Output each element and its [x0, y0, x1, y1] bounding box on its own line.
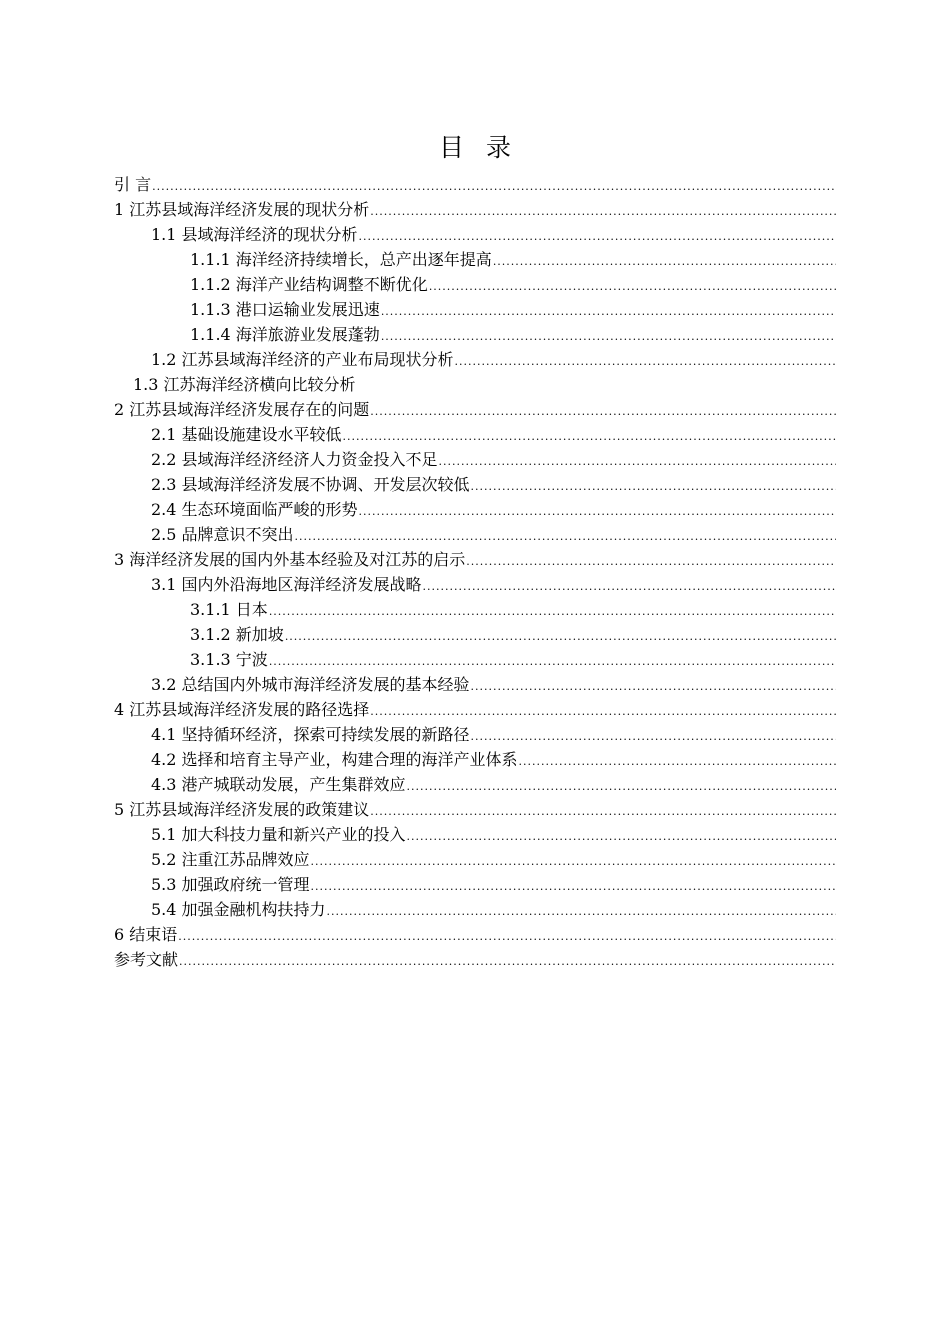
toc-dot-leader [370, 399, 836, 422]
toc-dot-leader [178, 924, 836, 947]
toc-dot-leader [407, 774, 836, 797]
toc-entry-text: 5 江苏县域海洋经济发展的政策建议 [114, 800, 370, 819]
toc-dot-leader [343, 424, 836, 447]
toc-entry-text: 2.4 生态环境面临严峻的形势 [151, 500, 358, 519]
toc-entry-text: 5.2 注重江苏品牌效应 [151, 850, 310, 869]
toc-entry[interactable] [114, 922, 836, 947]
toc-dot-leader [493, 249, 836, 272]
toc-entry-text: 1.2 江苏县域海洋经济的产业布局现状分析 [151, 350, 454, 369]
toc-entry-text: 4.3 港产城联动发展，产生集群效应 [151, 775, 406, 794]
toc-entry-text: 2 江苏县域海洋经济发展存在的问题 [114, 400, 370, 419]
toc-entry[interactable] [114, 847, 836, 872]
toc-entry-text: 5.1 加大科技力量和新兴产业的投入 [151, 825, 406, 844]
toc-entry-text: 1 江苏县域海洋经济发展的现状分析 [114, 200, 370, 219]
toc-entry[interactable] [114, 722, 836, 747]
toc-entry[interactable] [114, 347, 836, 372]
toc-dot-leader [471, 474, 836, 497]
toc-entry[interactable] [114, 397, 836, 422]
toc-entry[interactable] [114, 597, 836, 622]
toc-dot-leader [455, 349, 836, 372]
toc-entry[interactable] [114, 297, 836, 322]
page-title: 目录 [438, 133, 533, 162]
toc-entry[interactable] [114, 897, 836, 922]
toc-dot-leader [295, 524, 836, 547]
toc-dot-leader [370, 799, 836, 822]
toc-entry[interactable] [114, 522, 836, 547]
toc-dot-leader [439, 449, 836, 472]
toc-entry-text: 3.1.3 宁波 [190, 650, 268, 669]
toc-dot-leader [407, 824, 836, 847]
toc-entry[interactable] [114, 572, 836, 597]
toc-entry[interactable] [114, 272, 836, 297]
toc-entry[interactable] [114, 222, 836, 247]
toc-entry[interactable] [114, 472, 836, 497]
toc-entry-text: 2.1 基础设施建设水平较低 [151, 425, 342, 444]
toc-dot-leader [285, 624, 836, 647]
toc-dot-leader [471, 674, 836, 697]
toc-entry-text: 4 江苏县域海洋经济发展的路径选择 [114, 700, 370, 719]
toc-dot-leader [179, 949, 836, 972]
toc-entry-text: 6 结束语 [114, 925, 178, 944]
toc-entry-text: 1.1.2 海洋产业结构调整不断优化 [190, 275, 428, 294]
toc-entry-text: 2.3 县域海洋经济发展不协调、开发层次较低 [151, 475, 470, 494]
toc-dot-leader [429, 274, 836, 297]
toc-dot-leader [311, 849, 836, 872]
toc-dot-leader [381, 299, 836, 322]
toc-entry[interactable] [114, 947, 836, 972]
toc-entry[interactable] [114, 497, 836, 522]
toc-dot-leader [370, 199, 836, 222]
toc-entry[interactable] [114, 747, 836, 772]
table-of-contents [114, 172, 836, 972]
toc-entry-text: 1.1.4 海洋旅游业发展蓬勃 [190, 325, 380, 344]
toc-dot-leader [471, 724, 836, 747]
toc-dot-leader [311, 874, 836, 897]
toc-entry-text: 1.1.1 海洋经济持续增长，总产出逐年提高 [190, 250, 492, 269]
toc-entry[interactable] [114, 172, 836, 197]
toc-dot-leader [359, 499, 836, 522]
toc-entry[interactable] [114, 447, 836, 472]
toc-entry-text: 3.1.2 新加坡 [190, 625, 284, 644]
toc-entry-text: 1.1.3 港口运输业发展迅速 [190, 300, 380, 319]
toc-dot-leader [423, 574, 836, 597]
toc-entry-text: 2.2 县域海洋经济经济人力资金投入不足 [151, 450, 438, 469]
toc-entry[interactable] [114, 372, 836, 397]
toc-dot-leader [519, 749, 836, 772]
toc-entry-text: 5.3 加强政府统一管理 [151, 875, 310, 894]
toc-entry-text: 4.2 选择和培育主导产业，构建合理的海洋产业体系 [151, 750, 518, 769]
toc-dot-leader [381, 324, 836, 347]
toc-dot-leader [466, 549, 836, 572]
toc-entry[interactable] [114, 822, 836, 847]
toc-entry-text: 4.1 坚持循环经济，探索可持续发展的新路径 [151, 725, 470, 744]
toc-entry[interactable] [114, 672, 836, 697]
toc-entry-text: 1.1 县域海洋经济的现状分析 [151, 225, 358, 244]
toc-dot-leader [327, 899, 836, 922]
toc-entry[interactable] [114, 622, 836, 647]
toc-entry[interactable] [114, 547, 836, 572]
toc-entry[interactable] [114, 872, 836, 897]
toc-entry-text: 3.1 国内外沿海地区海洋经济发展战略 [151, 575, 422, 594]
toc-entry[interactable] [114, 647, 836, 672]
toc-entry[interactable] [114, 772, 836, 797]
toc-entry-text: 参考文献 [114, 950, 179, 969]
toc-entry[interactable] [114, 247, 836, 272]
toc-entry-text: 2.5 品牌意识不突出 [151, 525, 294, 544]
toc-entry[interactable] [114, 422, 836, 447]
toc-entry[interactable] [114, 322, 836, 347]
toc-dot-leader [370, 699, 836, 722]
toc-entry-text: 1.3 江苏海洋经济横向比较分析 [133, 375, 356, 394]
toc-entry-text: 5.4 加强金融机构扶持力 [151, 900, 326, 919]
toc-dot-leader [152, 174, 836, 197]
toc-dot-leader [269, 599, 836, 622]
toc-entry[interactable] [114, 197, 836, 222]
toc-dot-leader [269, 649, 836, 672]
toc-entry-text: 3.2 总结国内外城市海洋经济发展的基本经验 [151, 675, 470, 694]
toc-entry[interactable] [114, 697, 836, 722]
toc-entry-text: 3 海洋经济发展的国内外基本经验及对江苏的启示 [114, 550, 466, 569]
toc-dot-leader [359, 224, 836, 247]
toc-entry-text: 引 言 [114, 175, 152, 194]
toc-entry[interactable] [114, 797, 836, 822]
toc-entry-text: 3.1.1 日本 [190, 600, 268, 619]
